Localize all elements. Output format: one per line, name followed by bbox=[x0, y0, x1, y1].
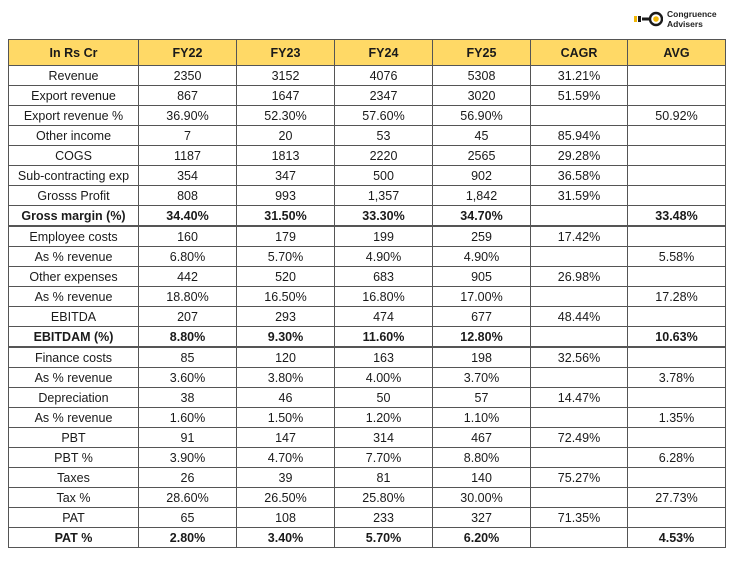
column-header: FY22 bbox=[139, 40, 237, 66]
table-cell: 30.00% bbox=[433, 488, 531, 508]
table-cell: 72.49% bbox=[531, 428, 628, 448]
table-cell bbox=[628, 307, 726, 327]
table-row bbox=[9, 408, 726, 428]
table-cell bbox=[628, 508, 726, 528]
table-cell: 1647 bbox=[237, 86, 335, 106]
table-row bbox=[9, 307, 726, 327]
table-cell: 11.60% bbox=[335, 327, 433, 348]
table-cell: 2347 bbox=[335, 86, 433, 106]
table-row bbox=[9, 166, 726, 186]
table-cell: 147 bbox=[237, 428, 335, 448]
table-cell: 36.58% bbox=[531, 166, 628, 186]
table-cell: 6.20% bbox=[433, 528, 531, 548]
table-cell: 7.70% bbox=[335, 448, 433, 468]
table-cell: 1.60% bbox=[139, 408, 237, 428]
column-header: In Rs Cr bbox=[9, 40, 139, 66]
row-label: Finance costs bbox=[9, 347, 139, 368]
table-cell: 57 bbox=[433, 388, 531, 408]
table-cell: 52.30% bbox=[237, 106, 335, 126]
table-cell bbox=[628, 186, 726, 206]
table-cell: 4.53% bbox=[628, 528, 726, 548]
table-cell: 3.78% bbox=[628, 368, 726, 388]
financial-table bbox=[8, 39, 726, 548]
table-cell: 442 bbox=[139, 267, 237, 287]
table-cell: 1.20% bbox=[335, 408, 433, 428]
table-cell: 108 bbox=[237, 508, 335, 528]
table-cell: 27.73% bbox=[628, 488, 726, 508]
table-cell: 3020 bbox=[433, 86, 531, 106]
table-cell: 207 bbox=[139, 307, 237, 327]
table-cell: 677 bbox=[433, 307, 531, 327]
table-cell: 347 bbox=[237, 166, 335, 186]
table-cell: 34.40% bbox=[139, 206, 237, 227]
table-cell: 500 bbox=[335, 166, 433, 186]
table-cell: 33.30% bbox=[335, 206, 433, 227]
table-cell: 1.50% bbox=[237, 408, 335, 428]
row-label: As % revenue bbox=[9, 408, 139, 428]
table-cell: 2.80% bbox=[139, 528, 237, 548]
table-body bbox=[9, 66, 726, 548]
table-cell: 3.60% bbox=[139, 368, 237, 388]
table-cell: 3.40% bbox=[237, 528, 335, 548]
table-cell: 39 bbox=[237, 468, 335, 488]
table-row bbox=[9, 206, 726, 227]
table-cell bbox=[531, 247, 628, 267]
table-row bbox=[9, 186, 726, 206]
row-label: As % revenue bbox=[9, 247, 139, 267]
row-label: Export revenue % bbox=[9, 106, 139, 126]
brand-line-2: Advisers bbox=[667, 19, 703, 29]
table-row bbox=[9, 468, 726, 488]
row-label: Depreciation bbox=[9, 388, 139, 408]
table-cell bbox=[531, 448, 628, 468]
table-cell: 1.10% bbox=[433, 408, 531, 428]
table-row bbox=[9, 146, 726, 166]
table-header-row bbox=[9, 40, 726, 66]
table-cell: 1187 bbox=[139, 146, 237, 166]
table-cell: 905 bbox=[433, 267, 531, 287]
table-cell bbox=[531, 368, 628, 388]
row-label: Sub-contracting exp bbox=[9, 166, 139, 186]
table-cell: 31.50% bbox=[237, 206, 335, 227]
row-label: Other expenses bbox=[9, 267, 139, 287]
table-cell: 85.94% bbox=[531, 126, 628, 146]
table-cell: 65 bbox=[139, 508, 237, 528]
table-row bbox=[9, 327, 726, 348]
table-cell: 6.80% bbox=[139, 247, 237, 267]
table-cell: 56.90% bbox=[433, 106, 531, 126]
table-cell: 293 bbox=[237, 307, 335, 327]
table-cell: 34.70% bbox=[433, 206, 531, 227]
table-cell: 4076 bbox=[335, 66, 433, 86]
table-row bbox=[9, 448, 726, 468]
row-label: Revenue bbox=[9, 66, 139, 86]
table-cell: 91 bbox=[139, 428, 237, 448]
table-cell bbox=[531, 287, 628, 307]
table-cell: 20 bbox=[237, 126, 335, 146]
table-cell: 3152 bbox=[237, 66, 335, 86]
brand-line-1: Congruence bbox=[667, 9, 717, 19]
table-cell: 867 bbox=[139, 86, 237, 106]
row-label: As % revenue bbox=[9, 287, 139, 307]
table-cell bbox=[628, 146, 726, 166]
row-label: EBITDAM (%) bbox=[9, 327, 139, 348]
table-cell: 2350 bbox=[139, 66, 237, 86]
table-cell: 18.80% bbox=[139, 287, 237, 307]
table-cell bbox=[531, 408, 628, 428]
table-cell bbox=[628, 267, 726, 287]
table-row bbox=[9, 267, 726, 287]
table-cell: 1.35% bbox=[628, 408, 726, 428]
table-cell: 7 bbox=[139, 126, 237, 146]
table-row bbox=[9, 368, 726, 388]
table-cell: 2220 bbox=[335, 146, 433, 166]
table-cell: 683 bbox=[335, 267, 433, 287]
table-cell: 5.58% bbox=[628, 247, 726, 267]
table-cell: 199 bbox=[335, 226, 433, 247]
table-cell: 25.80% bbox=[335, 488, 433, 508]
table-cell: 17.28% bbox=[628, 287, 726, 307]
table-cell: 140 bbox=[433, 468, 531, 488]
table-cell: 8.80% bbox=[139, 327, 237, 348]
table-cell: 9.30% bbox=[237, 327, 335, 348]
table-cell: 53 bbox=[335, 126, 433, 146]
table-row bbox=[9, 106, 726, 126]
table-row bbox=[9, 226, 726, 247]
table-cell: 50 bbox=[335, 388, 433, 408]
table-cell: 1813 bbox=[237, 146, 335, 166]
table-cell: 1,357 bbox=[335, 186, 433, 206]
table-row bbox=[9, 488, 726, 508]
table-cell: 17.00% bbox=[433, 287, 531, 307]
brand-logo bbox=[633, 6, 733, 32]
table-cell: 3.70% bbox=[433, 368, 531, 388]
table-row bbox=[9, 247, 726, 267]
table-cell: 2565 bbox=[433, 146, 531, 166]
table-row bbox=[9, 428, 726, 448]
table-cell: 4.90% bbox=[433, 247, 531, 267]
table-cell bbox=[531, 488, 628, 508]
table-cell: 31.21% bbox=[531, 66, 628, 86]
table-row bbox=[9, 126, 726, 146]
key-icon bbox=[633, 8, 663, 30]
table-cell: 81 bbox=[335, 468, 433, 488]
table-cell: 14.47% bbox=[531, 388, 628, 408]
table-cell bbox=[531, 528, 628, 548]
table-cell: 160 bbox=[139, 226, 237, 247]
row-label: Employee costs bbox=[9, 226, 139, 247]
row-label: EBITDA bbox=[9, 307, 139, 327]
table-cell: 3.80% bbox=[237, 368, 335, 388]
table-cell: 32.56% bbox=[531, 347, 628, 368]
table-cell: 26.50% bbox=[237, 488, 335, 508]
table-cell: 16.80% bbox=[335, 287, 433, 307]
table-cell: 474 bbox=[335, 307, 433, 327]
table-cell: 120 bbox=[237, 347, 335, 368]
table-cell: 467 bbox=[433, 428, 531, 448]
table-cell: 179 bbox=[237, 226, 335, 247]
column-header: FY25 bbox=[433, 40, 531, 66]
table-cell: 4.70% bbox=[237, 448, 335, 468]
row-label: Gross margin (%) bbox=[9, 206, 139, 227]
table-cell: 354 bbox=[139, 166, 237, 186]
row-label: COGS bbox=[9, 146, 139, 166]
table-cell: 10.63% bbox=[628, 327, 726, 348]
table-cell: 902 bbox=[433, 166, 531, 186]
table-cell: 3.90% bbox=[139, 448, 237, 468]
table-row bbox=[9, 287, 726, 307]
table-cell: 17.42% bbox=[531, 226, 628, 247]
table-cell: 85 bbox=[139, 347, 237, 368]
table-cell: 28.60% bbox=[139, 488, 237, 508]
table-row bbox=[9, 508, 726, 528]
table-cell: 12.80% bbox=[433, 327, 531, 348]
table-cell: 4.00% bbox=[335, 368, 433, 388]
table-cell: 33.48% bbox=[628, 206, 726, 227]
table-cell: 314 bbox=[335, 428, 433, 448]
row-label: Grosss Profit bbox=[9, 186, 139, 206]
table-cell: 327 bbox=[433, 508, 531, 528]
table-cell: 6.28% bbox=[628, 448, 726, 468]
table-cell: 38 bbox=[139, 388, 237, 408]
table-cell: 5.70% bbox=[237, 247, 335, 267]
table-cell: 259 bbox=[433, 226, 531, 247]
table-cell: 993 bbox=[237, 186, 335, 206]
table-cell bbox=[628, 388, 726, 408]
table-cell bbox=[628, 428, 726, 448]
row-label: Tax % bbox=[9, 488, 139, 508]
column-header: AVG bbox=[628, 40, 726, 66]
table-cell: 808 bbox=[139, 186, 237, 206]
row-label: Taxes bbox=[9, 468, 139, 488]
table-cell: 71.35% bbox=[531, 508, 628, 528]
table-cell: 46 bbox=[237, 388, 335, 408]
table-cell bbox=[531, 106, 628, 126]
table-cell: 57.60% bbox=[335, 106, 433, 126]
table-cell: 26.98% bbox=[531, 267, 628, 287]
column-header: FY24 bbox=[335, 40, 433, 66]
table-cell: 31.59% bbox=[531, 186, 628, 206]
table-cell bbox=[628, 347, 726, 368]
table-cell: 75.27% bbox=[531, 468, 628, 488]
table-cell bbox=[628, 226, 726, 247]
table-cell: 50.92% bbox=[628, 106, 726, 126]
table-cell: 16.50% bbox=[237, 287, 335, 307]
table-cell bbox=[628, 166, 726, 186]
row-label: Other income bbox=[9, 126, 139, 146]
table-cell: 4.90% bbox=[335, 247, 433, 267]
table-cell: 163 bbox=[335, 347, 433, 368]
table-cell: 29.28% bbox=[531, 146, 628, 166]
table-row bbox=[9, 86, 726, 106]
row-label: Export revenue bbox=[9, 86, 139, 106]
table-cell: 520 bbox=[237, 267, 335, 287]
table-cell bbox=[628, 66, 726, 86]
table-row bbox=[9, 388, 726, 408]
table-cell: 26 bbox=[139, 468, 237, 488]
row-label: PBT % bbox=[9, 448, 139, 468]
column-header: FY23 bbox=[237, 40, 335, 66]
table-row bbox=[9, 347, 726, 368]
row-label: PAT bbox=[9, 508, 139, 528]
table-row bbox=[9, 66, 726, 86]
table-cell: 8.80% bbox=[433, 448, 531, 468]
table-cell: 51.59% bbox=[531, 86, 628, 106]
brand-name bbox=[667, 9, 717, 29]
table-cell: 5.70% bbox=[335, 528, 433, 548]
table-cell: 48.44% bbox=[531, 307, 628, 327]
table-cell bbox=[628, 126, 726, 146]
table-cell bbox=[628, 86, 726, 106]
table-cell bbox=[628, 468, 726, 488]
table-cell bbox=[531, 327, 628, 348]
table-cell bbox=[531, 206, 628, 227]
table-cell: 5308 bbox=[433, 66, 531, 86]
row-label: PAT % bbox=[9, 528, 139, 548]
table-cell: 1,842 bbox=[433, 186, 531, 206]
column-header: CAGR bbox=[531, 40, 628, 66]
table-cell: 233 bbox=[335, 508, 433, 528]
row-label: As % revenue bbox=[9, 368, 139, 388]
table-cell: 36.90% bbox=[139, 106, 237, 126]
row-label: PBT bbox=[9, 428, 139, 448]
table-cell: 198 bbox=[433, 347, 531, 368]
table-cell: 45 bbox=[433, 126, 531, 146]
table-row bbox=[9, 528, 726, 548]
